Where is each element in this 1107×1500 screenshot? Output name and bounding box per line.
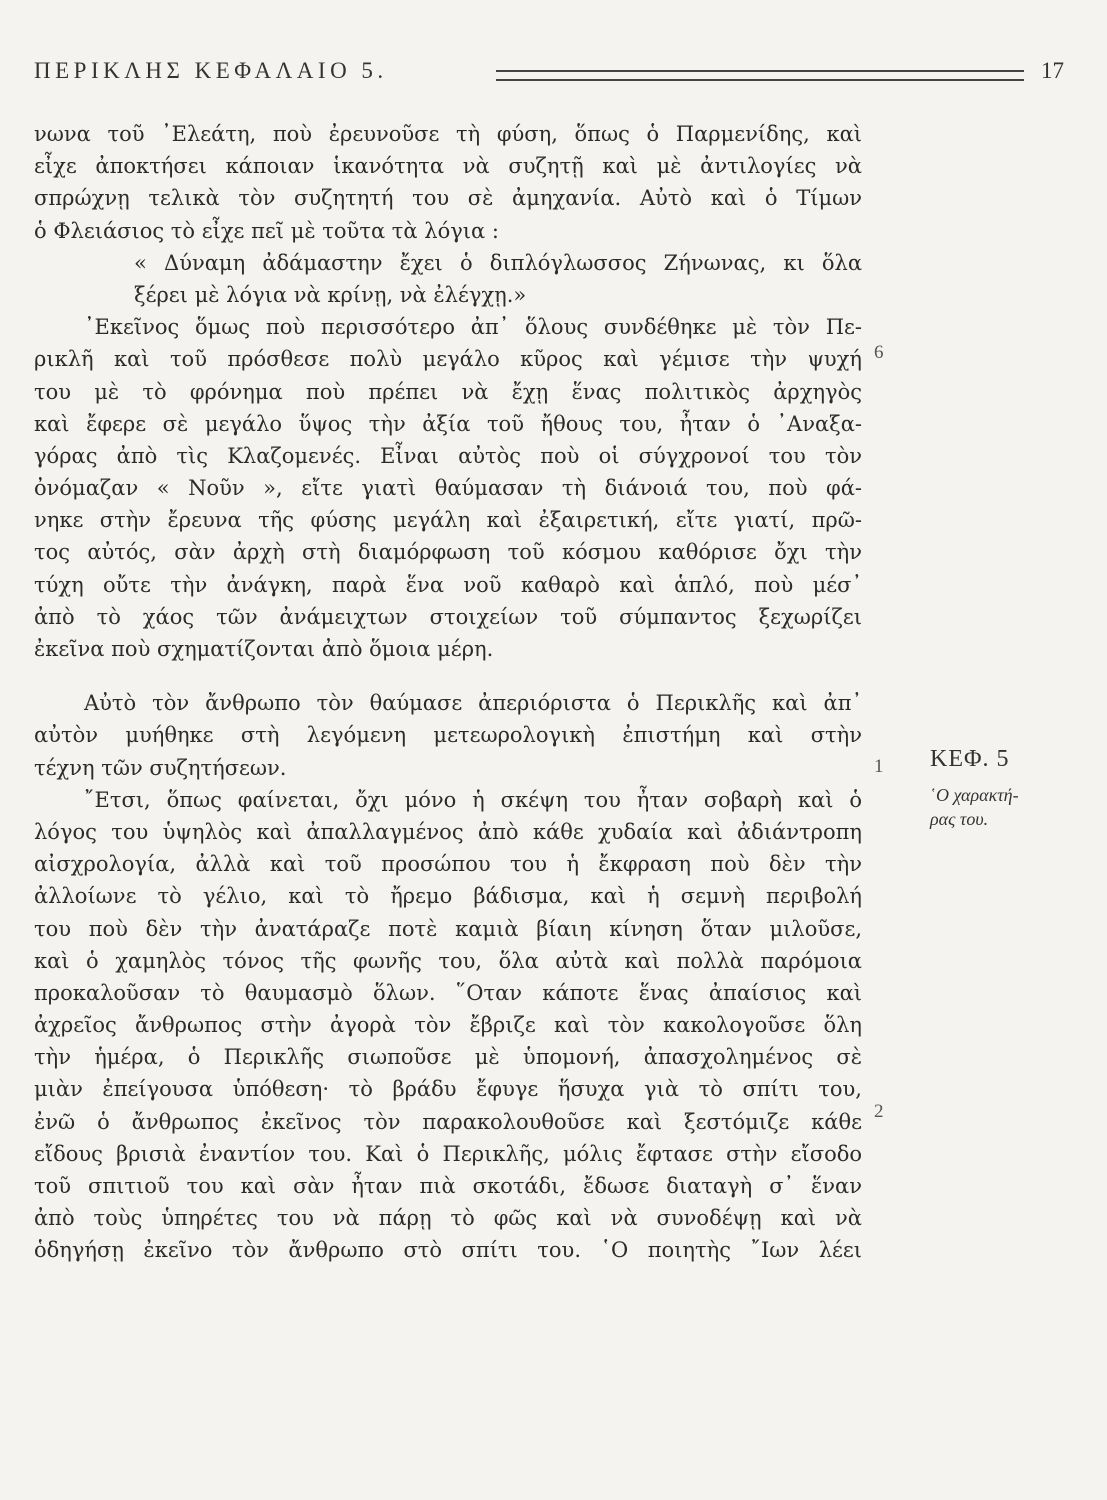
margin-line-number: 6 (874, 342, 884, 363)
chapter-margin-note (930, 746, 1090, 831)
text-line: σπρώχνῃ τελικὰ τὸν συζητητή του σὲ ἀμηχανία. Αὐτὸ καὶ ὁ Τίμων (34, 186, 862, 211)
text-line: εἶχε ἀποκτήσει κάποιαν ἱκανότητα νὰ συζητῇ καὶ μὲ ἀντιλογίες νὰ (34, 154, 862, 179)
margin-line-number: 1 (874, 756, 884, 777)
verse-line: ξέρει μὲ λόγια νὰ κρίνῃ, νὰ ἐλέγχῃ.» (134, 282, 527, 307)
text-line: καὶ ἔφερε σὲ μεγάλο ὕψος τὴν ἀξία τοῦ ἤθους του, ἦταν ὁ ᾿Αναξα- (34, 411, 862, 436)
text-line: ὁ Φλειάσιος τὸ εἶχε πεῖ μὲ τοῦτα τὰ λόγια : (34, 218, 499, 243)
text-line: τέχνη τῶν συζητήσεων. (34, 755, 287, 780)
text-line: προκαλοῦσαν τὸ θαυμασμὸ ὅλων. ῞Οταν κάποτε ἕνας ἀπαίσιος καὶ (34, 980, 862, 1005)
text-line: ἀπὸ τοὺς ὑπηρέτες του νὰ πάρῃ τὸ φῶς καὶ νὰ συνοδέψῃ καὶ νὰ (34, 1206, 862, 1231)
paragraph-gap (34, 665, 862, 687)
text-line: ᾿Εκεῖνος ὅμως ποὺ περισσότερο ἀπ᾿ ὅλους συνδέθηκε μὲ τὸν Πε- (84, 315, 862, 340)
text-line: ἀλλοίωνε τὸ γέλιο, καὶ τὸ ἤρεμο βάδισμα, καὶ ἡ σεμνὴ περιβολή (34, 884, 862, 909)
text-line: ρικλῆ καὶ τοῦ πρόσθεσε πολὺ μεγάλο κῦρος καὶ γέμισε τὴν ψυχή (34, 347, 862, 372)
text-line: νωνα τοῦ ᾿Ελεάτη, ποὺ ἐρευνοῦσε τὴ φύση, ὅπως ὁ Παρμενίδης, καὶ (34, 122, 862, 146)
text-line: τύχη οὔτε τὴν ἀνάγκη, παρὰ ἕνα νοῦ καθαρὸ καὶ ἁπλό, ποὺ μέσ᾿ (34, 572, 862, 597)
chapter-label: ΚΕΦ. 5 (930, 746, 1010, 772)
text-line: ἐνῶ ὁ ἄνθρωπος ἐκεῖνος τὸν παρακολουθοῦσε καὶ ξεστόμιζε κάθε (34, 1109, 862, 1134)
text-line: του ποὺ δὲν τὴν ἀνατάραζε ποτὲ καμιὰ βίαιη κίνηση ὅταν μιλοῦσε, (34, 916, 862, 941)
text-line: Αὐτὸ τὸν ἄνθρωπο τὸν θαύμασε ἀπεριόριστα ὁ Περικλῆς καὶ ἀπ᾿ (84, 691, 862, 716)
verse-line: « Δύναμη ἀδάμαστην ἔχει ὁ διπλόγλωσσος Ζήνωνας, κι ὅλα (134, 250, 862, 275)
text-line: εἴδους βρισιὰ ἐναντίον του. Καὶ ὁ Περικλῆς, μόλις ἔφτασε στὴν εἴσοδο (34, 1141, 862, 1166)
chapter-title (930, 783, 1090, 831)
text-line: αἰσχρολογία, ἀλλὰ καὶ τοῦ προσώπου του ἡ ἔκφραση ποὺ δὲν τὴν (34, 852, 862, 877)
text-line: νηκε στὴν ἔρευνα τῆς φύσης μεγάλη καὶ ἐξαιρετική, εἴτε γιατί, πρῶ- (34, 508, 862, 533)
text-line: ἐκεῖνα ποὺ σχηματίζονται ἀπὸ ὅμοια μέρη. (34, 637, 494, 661)
text-line: ὀνόμαζαν « Νοῦν », εἴτε γιατὶ θαύμασαν τὴ διάνοιά του, ποὺ φά- (34, 476, 862, 501)
text-line: ῎Ετσι, ὅπως φαίνεται, ὄχι μόνο ἡ σκέψη του ἦταν σοβαρὴ καὶ ὁ (84, 787, 862, 812)
text-line: ἀπὸ τὸ χάος τῶν ἀνάμειχτων στοιχείων τοῦ σύμπαντος ξεχωρίζει (34, 604, 862, 629)
text-line: μιὰν ἐπείγουσα ὑπόθεση· τὸ βράδυ ἔφυγε ἥσυχα γιὰ τὸ σπίτι του, (34, 1077, 862, 1102)
text-line: καὶ ὁ χαμηλὸς τόνος τῆς φωνῆς του, ὅλα αὐτὰ καὶ πολλὰ παρόμοια (34, 948, 862, 973)
text-line: γόρας ἀπὸ τὶς Κλαζομενές. Εἶναι αὐτὸς ποὺ οἱ σύγχρονοί του τὸν (34, 443, 862, 468)
text-line: τος αὐτός, σὰν ἀρχὴ στὴ διαμόρφωση τοῦ κόσμου καθόρισε ὄχι τὴν (34, 540, 862, 565)
text-line: τοῦ σπιτιοῦ του καὶ σὰν ἦταν πιὰ σκοτάδι, ἔδωσε διαταγὴ σ᾿ ἕναν (34, 1174, 862, 1198)
header-rule (496, 70, 1024, 81)
page-number: 17 (1041, 58, 1064, 83)
chapter-title-line: ρας του. (930, 809, 989, 829)
body-text (34, 118, 862, 1267)
text-line: τὴν ἡμέρα, ὁ Περικλῆς σιωποῦσε μὲ ὑπομονή, ἀπασχολημένος σὲ (34, 1045, 862, 1070)
text-line: λόγος του ὑψηλὸς καὶ ἀπαλλαγμένος ἀπὸ κάθε χυδαία καὶ ἀδιάντροπη (34, 819, 862, 844)
text-line: του μὲ τὸ φρόνημα ποὺ πρέπει νὰ ἔχῃ ἕνας πολιτικὸς ἀρχηγὸς (34, 379, 862, 404)
page-header (34, 58, 1064, 94)
text-line: ἀχρεῖος ἄνθρωπος στὴν ἀγορὰ τὸν ἔβριζε καὶ τὸν κακολογοῦσε ὅλη (34, 1013, 862, 1038)
text-line: ὁδηγήσῃ ἐκεῖνο τὸν ἄνθρωπο στὸ σπίτι του. ῾Ο ποιητὴς ῎Ιων λέει (34, 1238, 862, 1263)
text-line: αὐτὸν μυήθηκε στὴ λεγόμενη μετεωρολογικὴ ἐπιστήμη καὶ στὴν (34, 723, 862, 748)
margin-line-number: 2 (874, 1101, 884, 1122)
chapter-title-line: ῾Ο χαρακτή- (930, 785, 1019, 805)
running-head: ΠΕΡΙΚΛΗΣ ΚΕΦΑΛΑΙΟ 5. (34, 58, 388, 83)
